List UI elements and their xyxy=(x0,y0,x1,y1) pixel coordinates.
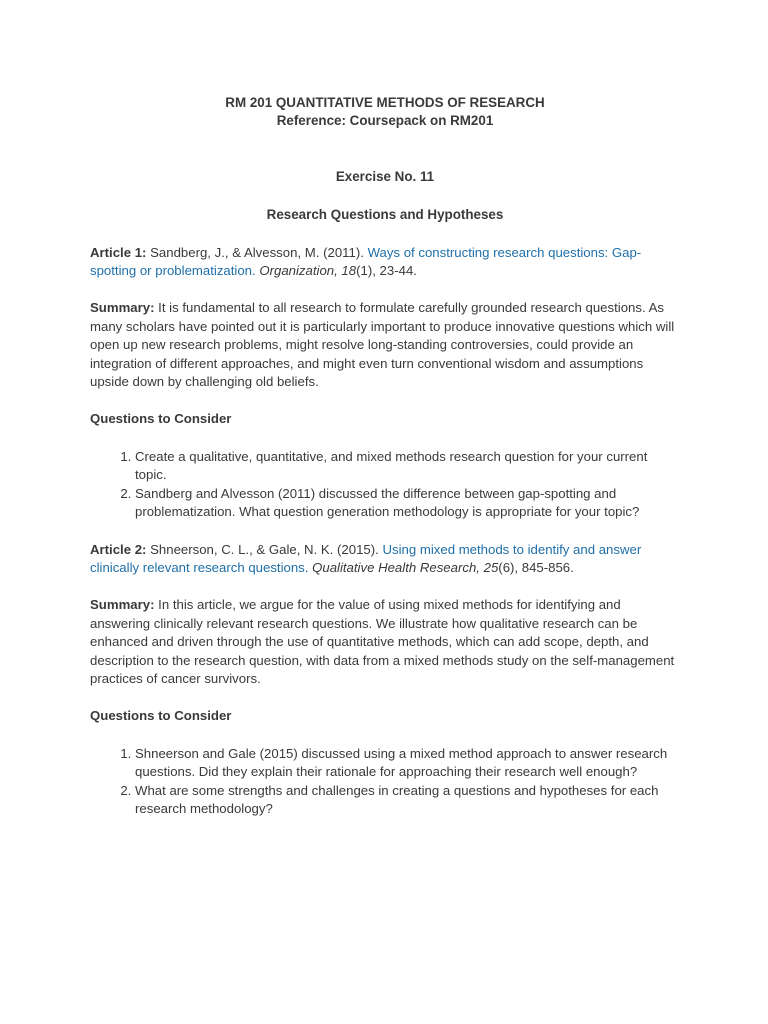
article-2-summary-label: Summary: xyxy=(90,597,155,613)
article-2-label: Article 2: xyxy=(90,541,147,557)
article-1-issue-pages: (1), 23-44. xyxy=(356,263,417,279)
article-1-summary-label: Summary: xyxy=(90,300,155,316)
article-2-issue-pages: (6), 845-856. xyxy=(498,559,574,575)
article-2-summary-text: In this article, we argue for the value of using mixed methods for identifying and answering clinically relevant research questions. We illustrate how qualitative research can be enhanced and driven through the use of quantitative methods, which can add scope, depth, and description to the research question, with data from a mixed methods study on the self-management practices of cancer survivors. xyxy=(90,597,675,686)
article-2-summary xyxy=(90,596,680,688)
article-1-questions-heading: Questions to Consider xyxy=(90,411,232,427)
article-1-authors: Sandberg, J., & Alvesson, M. (2011). xyxy=(146,244,368,260)
article-2-authors: Shneerson, C. L., & Gale, N. K. (2015). xyxy=(146,541,383,557)
article-2-link[interactable]: Using mixed methods to identify and answer clinically relevant research questions. xyxy=(90,541,642,575)
article-1-summary xyxy=(90,299,680,391)
article-2-questions-list xyxy=(90,745,680,819)
article-1-questions-list xyxy=(90,448,680,522)
reference-line: Reference: Coursepack on RM201 xyxy=(276,113,494,129)
exercise-number: Exercise No. 11 xyxy=(335,168,435,184)
article-2-journal: Qualitative Health Research, 25 xyxy=(308,559,499,575)
article-1-journal: Organization, 18 xyxy=(255,263,357,279)
article-1-citation xyxy=(90,244,680,281)
article-2-citation xyxy=(90,541,680,578)
list-item: 1. Create a qualitative, quantitative, and mixed methods research question for your current topic. xyxy=(135,448,680,485)
article-1-link[interactable]: Ways of constructing research questions: Gap-spotting or problematization. xyxy=(90,244,642,279)
article-1-summary-text: It is fundamental to all research to formulate carefully grounded research questions. As many scholars have pointed out it is particularly important to produce innovative questions which will open up new research problems, might resolve long-standing controversies, could provide an integration of different approaches, and might even turn conventional wisdom and assumptions upside down by challenging old beliefs. xyxy=(90,300,675,390)
list-item: 2. Sandberg and Alvesson (2011) discussed the difference between gap-spotting and problematization. What question generation methodology is appropriate for your topic? xyxy=(135,485,680,522)
course-title: RM 201 QUANTITATIVE METHODS OF RESEARCH xyxy=(225,95,545,110)
document-body xyxy=(90,94,680,818)
article-2-questions-heading: Questions to Consider xyxy=(90,708,232,724)
list-item: 2. What are some strengths and challenges in creating a questions and hypotheses for each research methodology? xyxy=(135,782,680,819)
article-1-label: Article 1: xyxy=(90,244,147,260)
exercise-topic: Research Questions and Hypotheses xyxy=(266,207,504,223)
list-item: 1. Shneerson and Gale (2015) discussed using a mixed method approach to answer research questions. Did they explain their rationale for approaching their research well enough? xyxy=(135,745,680,782)
